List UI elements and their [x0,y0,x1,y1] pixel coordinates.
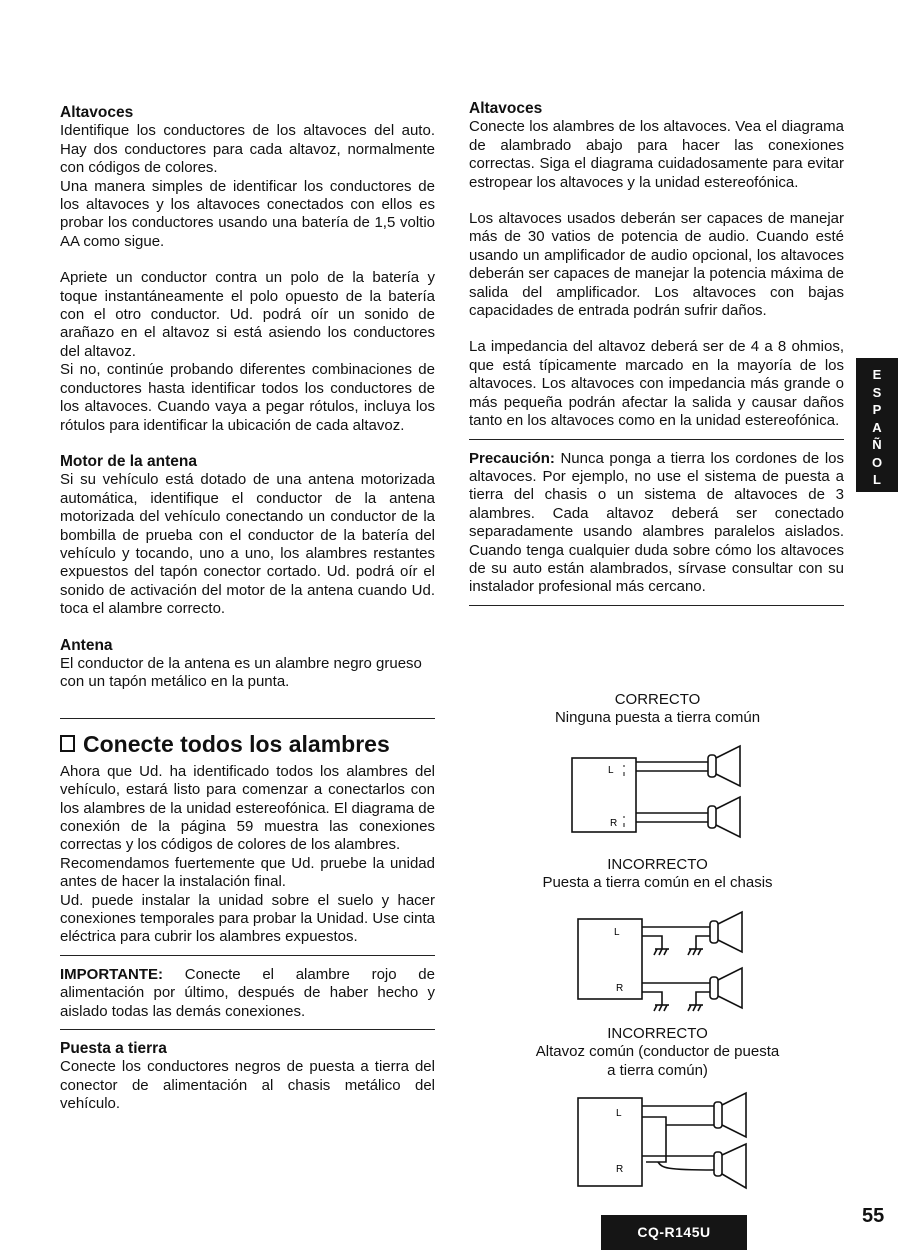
paragraph: Ahora que Ud. ha identificado todos los alambres del vehículo, estará listo para comenzar a conectarlos con los alambres de la unidad estereofónica. El diagrama de conexión de la página 59 muestra las conexiones correctas y los códigos de colores de los alambres. [60,762,435,854]
speaker-icon [710,968,742,1008]
caution-label: Precaución: [469,449,555,467]
paragraph: Conecte los conductores negros de puesta a tierra del conector de alimentación al chasis metálico del vehículo. [60,1058,435,1113]
main-heading-text: Conecte todos los alambres [83,730,390,757]
section-title-puesta-tierra: Puesta a tierra [60,1040,167,1058]
speaker-icon [708,797,740,837]
diagram-correct [470,691,845,728]
side-tab-letter: Ñ [872,437,882,452]
checkbox-square-icon [60,735,75,752]
divider [469,439,844,440]
side-tab-letter: S [872,384,882,400]
paragraph: Apriete un conductor contra un polo de la batería y toque instantáneamente el polo opuesto de la batería con el otro conductor. Ud. podrá oír un sonido de arañazo en el altavoz si está asiendo los conductores del altavoz. [60,269,435,360]
left-column [60,104,435,1114]
diagram-title: INCORRECTO [607,856,708,873]
speaker-icon [710,912,742,952]
model-badge: CQ-R145U [601,1215,747,1250]
paragraph: Los altavoces usados deberán ser capaces de manejar más de 30 vatios de potencia de audio. Cuando esté usando un amplificador de audio opcional, los altavoces deberán ser capaces de manejar la potencia máxima de salida del amplificador. Los altavoces con bajas capacidades de entrada podrán sufrir daños. [469,210,844,320]
important-text: Conecte el alambre rojo de alimentación por último, después de haber hecho y aislado todas las demás conexiones. [60,965,435,1020]
divider [60,718,435,719]
label-l: L [614,927,620,938]
side-tab-letter: O [871,454,883,470]
side-tab-letter: A [872,419,882,435]
diagram-subtitle: Puesta a tierra común en el chasis [542,874,773,892]
label-l: L [608,765,614,776]
important-note [60,966,435,1021]
speaker-icon [708,746,740,786]
label-r: R [610,818,618,829]
paragraph: Una manera simples de identificar los conductores de los altavoces y los altavoces conectados con ellos es probar los conductores usando una batería de 1,5 voltio AA como sigue. [60,177,435,250]
main-heading [60,729,435,759]
diagram-subtitle: Altavoz común (conductor de puesta [535,1043,780,1061]
diagram-incorrect-common [470,1025,845,1080]
paragraph: Conecte los alambres de los altavoces. Vea el diagrama de alambrado abajo para hacer las conexiones correctas. Siga el diagrama cuidadosamente para evitar estropear los altavoces y la unidad estereofónica. [469,118,844,191]
side-tab-letter: P [872,402,882,417]
divider [60,1029,435,1030]
label-r: R [616,1164,624,1175]
label-r: R [616,983,624,994]
diagram-subtitle: a tierra común) [607,1061,708,1079]
paragraph: La impedancia del altavoz deberá ser de 4 a 8 ohmios, que está típicamente marcado en la mayoría de los altavoces. Los altavoces con impedancia más grande o más pequeña podrán afectar la salida y causar daños tanto en los altavoces como en la unidad estereofónica. [469,338,844,430]
caution-note [469,450,844,597]
side-tab-letter: L [873,472,881,487]
section-title-antena: Antena [60,636,113,654]
caution-text: Nunca ponga a tierra los cordones de los altavoces. Por ejemplo, no use el sistema de puesta a tierra del chasis o un sistema de altavoces de 3 alambres. Cada altavoz deberá ser conectado separadamente usando alambres paralelos aislados. Cuando tenga cualquier duda sobre cómo los altavoces de su auto están alambrados, sírvase consultar con su instalador profesional más cercano. [469,449,844,596]
right-column [469,100,844,616]
paragraph: Si no, continúe probando diferentes combinaciones de conductores hasta identificar todos los conductores de los altavoces. Cuando vaya a pegar rótulos, incluya los rótulos para identificar la ubicación de cada altavoz. [60,361,435,434]
speaker-icon [714,1093,746,1137]
diagram-incorrect-chassis [470,856,845,893]
divider [469,605,844,606]
speaker-icon [714,1144,746,1188]
paragraph: Identifique los conductores de los altavoces del auto. Hay dos conductores para cada altavoz, normalmente con códigos de colores. [60,122,435,177]
language-side-tab [856,358,898,492]
wiring-diagram-common-wire [566,1090,766,1195]
side-tab-letter: E [872,367,882,382]
diagram-title: INCORRECTO [607,1025,708,1042]
paragraph: El conductor de la antena es un alambre negro grueso con un tapón metálico en la punta. [60,654,422,691]
wiring-diagram-chassis-ground [566,905,766,1020]
paragraph: Recomendamos fuertemente que Ud. pruebe la unidad antes de hacer la instalación final. [60,854,435,891]
section-title-altavoces-right: Altavoces [469,100,543,117]
paragraph: Si su vehículo está dotado de una antena motorizada automática, identifique el conductor de la antena motorizada del vehículo conectando un conductor de la bombilla de prueba con el conductor de la batería del vehículo y tocando, uno a uno, los alambres restantes expuestos del tapón conector cortado. Ud. podrá oír el sonido de activación del motor de la antena cuando Ud. toca el alambre correcto. [60,471,435,618]
diagram-subtitle: Ninguna puesta a tierra común [554,709,761,727]
wiring-diagram-correct [560,740,760,840]
label-l: L [616,1108,622,1119]
divider [60,955,435,956]
paragraph: Ud. puede instalar la unidad sobre el suelo y hacer conexiones temporales para probar la Unidad. Use cinta eléctrica para cubrir los alambres expuestos. [60,891,435,946]
section-title-motor-antena: Motor de la antena [60,452,197,470]
section-title-altavoces-left: Altavoces [60,104,134,121]
important-label: IMPORTANTE: [60,965,164,983]
page-number: 55 [862,1205,885,1227]
diagram-title: CORRECTO [614,691,701,708]
